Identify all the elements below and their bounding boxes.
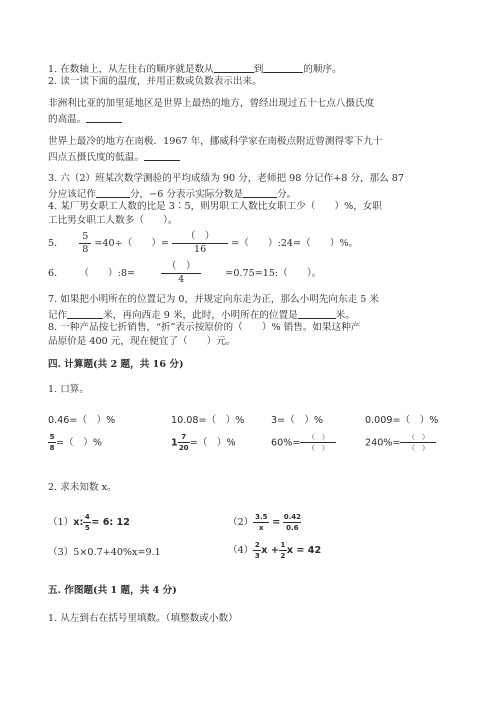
question-8-line1: 8. 一种产品按七折销售，“折”表示按原价的（ ）% 销售。如果这种产 — [48, 322, 361, 333]
fraction: $\frac{0.42}{0.6}$ — [283, 513, 301, 532]
section-5-title: 五. 作图题(共 1 题，共 4 分) — [48, 585, 177, 596]
question-2a-line1: 非洲利比亚的加里延地区是世界上最热的地方，曾经出现过五十七点八摄氏度 — [48, 98, 375, 109]
answer-blank[interactable] — [214, 62, 254, 73]
question-3-line2: 分应该记作 分，−6 分表示实际分数是 分。 — [48, 189, 297, 200]
equation-4: （4） $\frac{2}{3}$ x + $\frac{1}{2}$ x = 42 — [228, 541, 322, 560]
calc-2-label: 2. 求未知数 x。 — [48, 482, 117, 493]
answer-blank[interactable] — [86, 112, 122, 123]
fraction: $\frac{1}{2}$ — [280, 541, 286, 560]
draw-1-label: 1. 从左到右在括号里填数。（填整数或小数） — [48, 613, 238, 624]
equation-3: （3）5×0.7+40%x=9.1 — [48, 547, 161, 558]
oral-calc-7: 60%= $\frac{( )}{( )}$ — [271, 433, 336, 454]
question-2b-line2: 四点五摄氏度的低温。 — [48, 150, 180, 164]
equation-2: （2） $\frac{3.5}{x}$ = $\frac{0.42}{0.6}$ — [228, 513, 301, 532]
fraction: $\frac{5}{8}$ — [49, 433, 55, 452]
fraction: $\frac{5}{8}$ — [79, 232, 91, 255]
oral-calc-8: 240%= $\frac{( )}{( )}$ — [365, 433, 436, 454]
question-2a-line2: 的高温。 — [48, 112, 122, 126]
fraction: $\frac{7}{20}$ — [178, 433, 189, 452]
section-4-title: 四. 计算题(共 2 题，共 16 分) — [48, 359, 184, 370]
question-4-line2: 工比男女职工人数多（ ）。 — [48, 215, 178, 226]
question-8-line2: 品原价是 400 元，现在便宜了（ ）元。 — [48, 336, 236, 347]
answer-blank[interactable] — [96, 187, 130, 198]
oral-calc-2: 10.08=（ ）% — [171, 415, 245, 426]
question-2: 2. 读一读下面的温度，并用正数或负数表示出来。 — [48, 76, 262, 87]
answer-blank[interactable] — [144, 150, 180, 161]
fraction: $\frac{3.5}{x}$ — [255, 513, 268, 532]
answer-blank[interactable] — [243, 187, 277, 198]
equation-1: （1）x: $\frac{4}{5}$ = 6: 12 — [48, 513, 130, 532]
question-7-line2: 记作 米，再向西走 9 米，此时，小明所在的位置是 米。 — [48, 310, 355, 321]
fraction: $\frac{2}{3}$ — [254, 541, 260, 560]
question-6: 6. （ ）:8= $\frac{( )}{4}$ =0.75=15:（ ）。 — [48, 261, 322, 285]
question-1: 1. 在数轴上，从左往右的顺序就是数从 到 的顺序。 — [48, 64, 342, 75]
fraction: $\frac{( )}{4}$ — [161, 262, 201, 285]
answer-blank[interactable] — [67, 308, 103, 319]
oral-calc-6: 1 $\frac{7}{20}$ =（ ）% — [171, 433, 236, 452]
fraction: $\frac{( )}{( )}$ — [400, 433, 436, 452]
oral-calc-4: 0.009=（ ）% — [365, 415, 439, 426]
question-4-line1: 4. 某厂男女职工人数的比是 3∶5，则男职工人数比女职工少（ ）%，女职 — [48, 201, 382, 212]
oral-calc-1: 0.46=（ ）% — [48, 415, 116, 426]
oral-calc-5: $\frac{5}{8}$ =（ ）% — [49, 433, 102, 452]
fraction: $\frac{( )}{( )}$ — [300, 433, 336, 452]
question-2b-line1: 世界上最冷的地方在南极．1967 年，挪威科学家在南极点附近曾测得零下九十 — [48, 136, 383, 147]
oral-calc-3: 3=（ ）% — [271, 415, 324, 426]
fraction: $\frac{4}{5}$ — [84, 513, 90, 532]
answer-blank[interactable] — [298, 308, 336, 319]
question-7-line1: 7. 如果把小明所在的位置记为 0，并规定向东走为正，那么小明先向东走 5 米 — [48, 294, 379, 305]
calc-1-label: 1. 口算。 — [48, 384, 89, 395]
fraction: $\frac{( )}{16}$ — [172, 232, 228, 255]
answer-blank[interactable] — [263, 62, 303, 73]
question-5: 5. $\frac{5}{8}$ =40÷（ ）= $\frac{( )}{16}$ =（ ）:24=（ ）%。 — [48, 231, 359, 255]
question-3-line1: 3. 六（2）班某次数学测验的平均成绩为 90 分，老师把 98 分记作+8 分，那么 87 — [48, 173, 404, 184]
